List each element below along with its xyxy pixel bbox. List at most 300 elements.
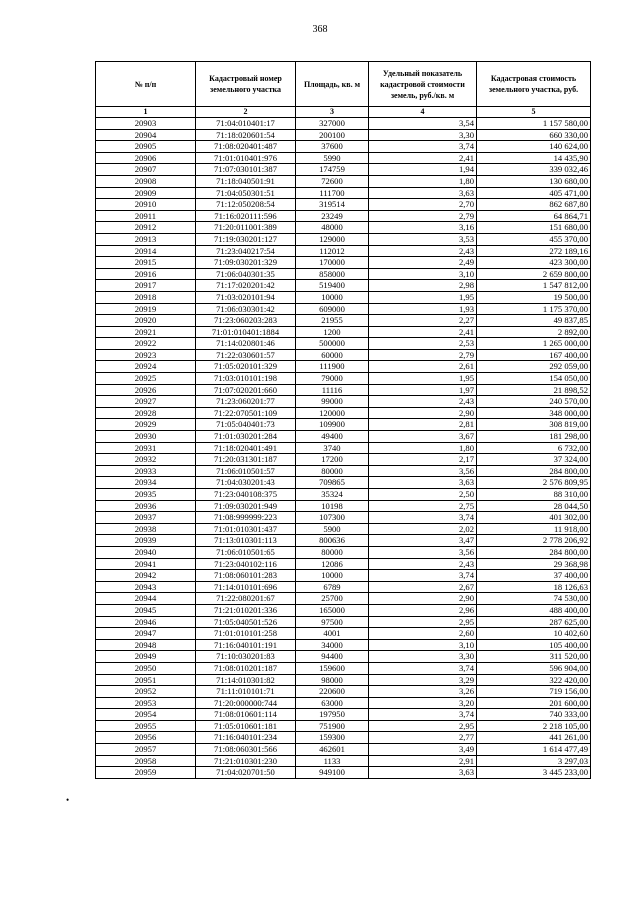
row-number: 20904 (96, 129, 196, 141)
area-value: 34000 (296, 639, 369, 651)
area-value: 751900 (296, 720, 369, 732)
row-number: 20922 (96, 338, 196, 350)
cadastral-number: 71:14:020801:46 (196, 338, 296, 350)
table-row (96, 326, 591, 338)
area-value: 63000 (296, 697, 369, 709)
row-number: 20914 (96, 245, 196, 257)
table-row (96, 431, 591, 443)
cost-value: 2 576 809,95 (477, 477, 591, 489)
cadastral-number: 71:23:060201:77 (196, 396, 296, 408)
column-number: 1 (96, 107, 196, 118)
cadastral-number: 71:01:010301:437 (196, 523, 296, 535)
rate-value: 3,67 (369, 431, 477, 443)
area-value: 94400 (296, 651, 369, 663)
table-row (96, 199, 591, 211)
area-value: 111700 (296, 187, 369, 199)
cost-value: 292 059,00 (477, 361, 591, 373)
cost-value: 3 445 233,00 (477, 767, 591, 779)
rate-value: 3,74 (369, 141, 477, 153)
cadastral-number: 71:05:020101:329 (196, 361, 296, 373)
cadastral-number: 71:21:010201:336 (196, 604, 296, 616)
row-number: 20957 (96, 744, 196, 756)
rate-value: 2,02 (369, 523, 477, 535)
rate-value: 3,74 (369, 662, 477, 674)
cadastral-number: 71:08:010201:187 (196, 662, 296, 674)
table-row (96, 454, 591, 466)
table-body (96, 118, 591, 779)
table-row (96, 129, 591, 141)
area-value: 3740 (296, 442, 369, 454)
cost-value: 1 157 580,00 (477, 118, 591, 130)
table-row (96, 709, 591, 721)
cadastral-number: 71:17:020201:42 (196, 280, 296, 292)
cost-value: 140 624,00 (477, 141, 591, 153)
table-row (96, 245, 591, 257)
row-number: 20946 (96, 616, 196, 628)
rate-value: 2,43 (369, 396, 477, 408)
table-row (96, 175, 591, 187)
area-value: 174759 (296, 164, 369, 176)
row-number: 20931 (96, 442, 196, 454)
rate-value: 2,70 (369, 199, 477, 211)
rate-value: 1,93 (369, 303, 477, 315)
row-number: 20919 (96, 303, 196, 315)
table-row (96, 512, 591, 524)
cadastral-number: 71:05:040401:73 (196, 419, 296, 431)
cadastral-number: 71:16:020111:596 (196, 210, 296, 222)
cost-value: 6 732,00 (477, 442, 591, 454)
cost-value: 28 044,50 (477, 500, 591, 512)
table-row (96, 419, 591, 431)
table-row (96, 280, 591, 292)
cadastral-number: 71:08:060101:283 (196, 570, 296, 582)
cadastral-number: 71:03:020101:94 (196, 291, 296, 303)
row-number: 20915 (96, 257, 196, 269)
area-value: 49400 (296, 431, 369, 443)
rate-value: 3,49 (369, 744, 477, 756)
cadastral-number: 71:07:020201:660 (196, 384, 296, 396)
cost-value: 660 330,00 (477, 129, 591, 141)
row-number: 20953 (96, 697, 196, 709)
cadastral-number: 71:09:030201:949 (196, 500, 296, 512)
rate-value: 3,30 (369, 129, 477, 141)
cost-value: 105 400,00 (477, 639, 591, 651)
table-row (96, 315, 591, 327)
cadastral-number: 71:14:010301:82 (196, 674, 296, 686)
rate-value: 2,49 (369, 257, 477, 269)
cadastral-number: 71:01:010401:976 (196, 152, 296, 164)
area-value: 17200 (296, 454, 369, 466)
row-number: 20932 (96, 454, 196, 466)
rate-value: 3,10 (369, 639, 477, 651)
table-row (96, 152, 591, 164)
area-value: 709865 (296, 477, 369, 489)
row-number: 20926 (96, 384, 196, 396)
cadastral-number: 71:06:030301:42 (196, 303, 296, 315)
row-number: 20907 (96, 164, 196, 176)
cadastral-number: 71:12:050208:54 (196, 199, 296, 211)
row-number: 20910 (96, 199, 196, 211)
rate-value: 3,63 (369, 767, 477, 779)
cost-value: 29 368,98 (477, 558, 591, 570)
cost-value: 130 680,00 (477, 175, 591, 187)
cadastral-number: 71:10:030201:83 (196, 651, 296, 663)
rate-value: 1,94 (369, 164, 477, 176)
area-value: 99000 (296, 396, 369, 408)
rate-value: 3,54 (369, 118, 477, 130)
row-number: 20939 (96, 535, 196, 547)
row-number: 20949 (96, 651, 196, 663)
area-value: 159600 (296, 662, 369, 674)
area-value: 21955 (296, 315, 369, 327)
row-number: 20954 (96, 709, 196, 721)
cost-value: 862 687,80 (477, 199, 591, 211)
area-value: 197950 (296, 709, 369, 721)
table-row (96, 686, 591, 698)
table-row (96, 500, 591, 512)
row-number: 20937 (96, 512, 196, 524)
table-row (96, 118, 591, 130)
cost-value: 1 265 000,00 (477, 338, 591, 350)
table-row (96, 489, 591, 501)
cadastral-number: 71:22:030601:57 (196, 349, 296, 361)
row-number: 20945 (96, 604, 196, 616)
header-area: Площадь, кв. м (296, 62, 369, 107)
rate-value: 3,20 (369, 697, 477, 709)
page-number: 368 (312, 24, 328, 35)
cadastral-number: 71:22:080201:67 (196, 593, 296, 605)
row-number: 20912 (96, 222, 196, 234)
area-value: 129000 (296, 233, 369, 245)
column-number: 3 (296, 107, 369, 118)
cost-value: 1 614 477,49 (477, 744, 591, 756)
cost-value: 308 819,00 (477, 419, 591, 431)
cadastral-number: 71:01:010401:1884 (196, 326, 296, 338)
row-number: 20940 (96, 546, 196, 558)
table-row (96, 187, 591, 199)
row-number: 20934 (96, 477, 196, 489)
row-number: 20903 (96, 118, 196, 130)
rate-value: 1,95 (369, 291, 477, 303)
row-number: 20906 (96, 152, 196, 164)
rate-value: 2,75 (369, 500, 477, 512)
area-value: 327000 (296, 118, 369, 130)
row-number: 20956 (96, 732, 196, 744)
rate-value: 2,79 (369, 210, 477, 222)
area-value: 25700 (296, 593, 369, 605)
row-number: 20958 (96, 755, 196, 767)
cost-value: 405 471,00 (477, 187, 591, 199)
table-row (96, 593, 591, 605)
table-row (96, 674, 591, 686)
cost-value: 272 189,16 (477, 245, 591, 257)
cadastral-number: 71:16:040101:191 (196, 639, 296, 651)
row-number: 20930 (96, 431, 196, 443)
rate-value: 2,43 (369, 558, 477, 570)
cadastral-number: 71:08:010601:114 (196, 709, 296, 721)
area-value: 79000 (296, 373, 369, 385)
table-row (96, 767, 591, 779)
row-number: 20913 (96, 233, 196, 245)
rate-value: 2,50 (369, 489, 477, 501)
rate-value: 1,80 (369, 442, 477, 454)
rate-value: 2,77 (369, 732, 477, 744)
table-row (96, 407, 591, 419)
cadastral-number: 71:04:010401:17 (196, 118, 296, 130)
area-value: 6789 (296, 581, 369, 593)
cadastral-number: 71:18:020401:491 (196, 442, 296, 454)
area-value: 60000 (296, 349, 369, 361)
cost-value: 2 659 800,00 (477, 268, 591, 280)
column-number-row (96, 107, 591, 118)
row-number: 20948 (96, 639, 196, 651)
area-value: 800636 (296, 535, 369, 547)
cost-value: 64 864,71 (477, 210, 591, 222)
cost-value: 596 904,00 (477, 662, 591, 674)
table-row (96, 535, 591, 547)
cadastral-number: 71:19:030201:127 (196, 233, 296, 245)
area-value: 98000 (296, 674, 369, 686)
rate-value: 3,74 (369, 570, 477, 582)
area-value: 109900 (296, 419, 369, 431)
cost-value: 339 032,46 (477, 164, 591, 176)
table-row (96, 222, 591, 234)
area-value: 80000 (296, 465, 369, 477)
row-number: 20935 (96, 489, 196, 501)
rate-value: 2,17 (369, 454, 477, 466)
cadastral-number: 71:18:020601:54 (196, 129, 296, 141)
row-number: 20942 (96, 570, 196, 582)
area-value: 858000 (296, 268, 369, 280)
row-number: 20909 (96, 187, 196, 199)
area-value: 10000 (296, 570, 369, 582)
cost-value: 455 370,00 (477, 233, 591, 245)
table-row (96, 233, 591, 245)
row-number: 20921 (96, 326, 196, 338)
cost-value: 287 625,00 (477, 616, 591, 628)
table-row (96, 639, 591, 651)
cost-value: 37 324,00 (477, 454, 591, 466)
table-row (96, 361, 591, 373)
cadastral-table (95, 61, 591, 779)
rate-value: 3,56 (369, 465, 477, 477)
row-number: 20905 (96, 141, 196, 153)
table-row (96, 732, 591, 744)
rate-value: 2,27 (369, 315, 477, 327)
rate-value: 2,43 (369, 245, 477, 257)
table-row (96, 384, 591, 396)
cost-value: 151 680,00 (477, 222, 591, 234)
row-number: 20920 (96, 315, 196, 327)
cost-value: 88 310,00 (477, 489, 591, 501)
header-num: № п/п (96, 62, 196, 107)
table-row (96, 442, 591, 454)
row-number: 20933 (96, 465, 196, 477)
table-row (96, 581, 591, 593)
row-number: 20936 (96, 500, 196, 512)
cost-value: 348 000,00 (477, 407, 591, 419)
table-row (96, 546, 591, 558)
area-value: 519400 (296, 280, 369, 292)
table-row (96, 697, 591, 709)
cadastral-number: 71:23:060203:283 (196, 315, 296, 327)
rate-value: 3,30 (369, 651, 477, 663)
table-row (96, 291, 591, 303)
rate-value: 2,91 (369, 755, 477, 767)
rate-value: 1,80 (369, 175, 477, 187)
table-row (96, 628, 591, 640)
column-number: 4 (369, 107, 477, 118)
row-number: 20911 (96, 210, 196, 222)
row-number: 20952 (96, 686, 196, 698)
area-value: 462601 (296, 744, 369, 756)
area-value: 10198 (296, 500, 369, 512)
cost-value: 21 898,52 (477, 384, 591, 396)
rate-value: 1,97 (369, 384, 477, 396)
cadastral-number: 71:08:999999:223 (196, 512, 296, 524)
row-number: 20924 (96, 361, 196, 373)
cost-value: 240 570,00 (477, 396, 591, 408)
row-number: 20918 (96, 291, 196, 303)
cadastral-number: 71:06:010501:65 (196, 546, 296, 558)
cost-value: 3 297,03 (477, 755, 591, 767)
table-row (96, 570, 591, 582)
table-row (96, 338, 591, 350)
rate-value: 1,95 (369, 373, 477, 385)
area-value: 500000 (296, 338, 369, 350)
rate-value: 3,47 (369, 535, 477, 547)
column-number: 2 (196, 107, 296, 118)
rate-value: 3,56 (369, 546, 477, 558)
rate-value: 2,98 (369, 280, 477, 292)
cost-value: 2 778 206,92 (477, 535, 591, 547)
rate-value: 2,81 (369, 419, 477, 431)
cost-value: 14 435,90 (477, 152, 591, 164)
row-number: 20923 (96, 349, 196, 361)
rate-value: 2,61 (369, 361, 477, 373)
cost-value: 423 300,00 (477, 257, 591, 269)
table-row (96, 755, 591, 767)
cost-value: 2 218 105,00 (477, 720, 591, 732)
cadastral-number: 71:23:040217:54 (196, 245, 296, 257)
area-value: 159300 (296, 732, 369, 744)
table-row (96, 558, 591, 570)
row-number: 20941 (96, 558, 196, 570)
rate-value: 3,74 (369, 709, 477, 721)
area-value: 37600 (296, 141, 369, 153)
rate-value: 2,67 (369, 581, 477, 593)
area-value: 5900 (296, 523, 369, 535)
cadastral-number: 71:09:030201:329 (196, 257, 296, 269)
cost-value: 740 333,00 (477, 709, 591, 721)
row-number: 20951 (96, 674, 196, 686)
stray-mark: • (66, 795, 70, 805)
cadastral-number: 71:04:020701:50 (196, 767, 296, 779)
rate-value: 2,95 (369, 616, 477, 628)
table-row (96, 349, 591, 361)
cadastral-number: 71:23:040102:116 (196, 558, 296, 570)
cadastral-number: 71:18:040501:91 (196, 175, 296, 187)
cost-value: 284 800,00 (477, 465, 591, 477)
rate-value: 3,74 (369, 512, 477, 524)
area-value: 10000 (296, 291, 369, 303)
cost-value: 49 837,85 (477, 315, 591, 327)
rate-value: 2,79 (369, 349, 477, 361)
header-row (96, 62, 591, 107)
rate-value: 3,29 (369, 674, 477, 686)
row-number: 20908 (96, 175, 196, 187)
row-number: 20950 (96, 662, 196, 674)
cadastral-number: 71:06:010501:57 (196, 465, 296, 477)
cost-value: 719 156,00 (477, 686, 591, 698)
header-rate: Удельный показатель кадастровой стоимости земель, руб./кв. м (369, 62, 477, 107)
row-number: 20916 (96, 268, 196, 280)
row-number: 20917 (96, 280, 196, 292)
row-number: 20938 (96, 523, 196, 535)
cost-value: 10 402,60 (477, 628, 591, 640)
cost-value: 18 126,63 (477, 581, 591, 593)
header-cadastral-number: Кадастровый номер земельного участка (196, 62, 296, 107)
cost-value: 74 530,00 (477, 593, 591, 605)
area-value: 120000 (296, 407, 369, 419)
rate-value: 3,63 (369, 187, 477, 199)
row-number: 20927 (96, 396, 196, 408)
cadastral-number: 71:23:040108:375 (196, 489, 296, 501)
table-row (96, 210, 591, 222)
cost-value: 322 420,00 (477, 674, 591, 686)
rate-value: 2,95 (369, 720, 477, 732)
table-row (96, 720, 591, 732)
area-value: 48000 (296, 222, 369, 234)
cost-value: 181 298,00 (477, 431, 591, 443)
area-value: 80000 (296, 546, 369, 558)
rate-value: 3,63 (369, 477, 477, 489)
rate-value: 2,41 (369, 152, 477, 164)
cost-value: 154 050,00 (477, 373, 591, 385)
rate-value: 3,53 (369, 233, 477, 245)
cost-value: 1 175 370,00 (477, 303, 591, 315)
cadastral-number: 71:11:010101:71 (196, 686, 296, 698)
table-row (96, 662, 591, 674)
area-value: 165000 (296, 604, 369, 616)
area-value: 107300 (296, 512, 369, 524)
cost-value: 37 400,00 (477, 570, 591, 582)
area-value: 170000 (296, 257, 369, 269)
area-value: 1200 (296, 326, 369, 338)
cost-value: 441 261,00 (477, 732, 591, 744)
cadastral-number: 71:20:011001:389 (196, 222, 296, 234)
area-value: 35324 (296, 489, 369, 501)
area-value: 112012 (296, 245, 369, 257)
table-row (96, 141, 591, 153)
rate-value: 2,53 (369, 338, 477, 350)
table-row (96, 268, 591, 280)
cadastral-number: 71:06:040301:35 (196, 268, 296, 280)
table-row (96, 373, 591, 385)
table-row (96, 477, 591, 489)
cost-value: 167 400,00 (477, 349, 591, 361)
header-cost: Кадастровая стоимость земельного участка, руб. (477, 62, 591, 107)
cadastral-number: 71:04:030201:43 (196, 477, 296, 489)
cadastral-number: 71:13:010301:113 (196, 535, 296, 547)
cadastral-number: 71:14:010101:696 (196, 581, 296, 593)
cadastral-number: 71:01:010101:258 (196, 628, 296, 640)
table-row (96, 257, 591, 269)
area-value: 97500 (296, 616, 369, 628)
row-number: 20928 (96, 407, 196, 419)
row-number: 20943 (96, 581, 196, 593)
cadastral-number: 71:21:010301:230 (196, 755, 296, 767)
